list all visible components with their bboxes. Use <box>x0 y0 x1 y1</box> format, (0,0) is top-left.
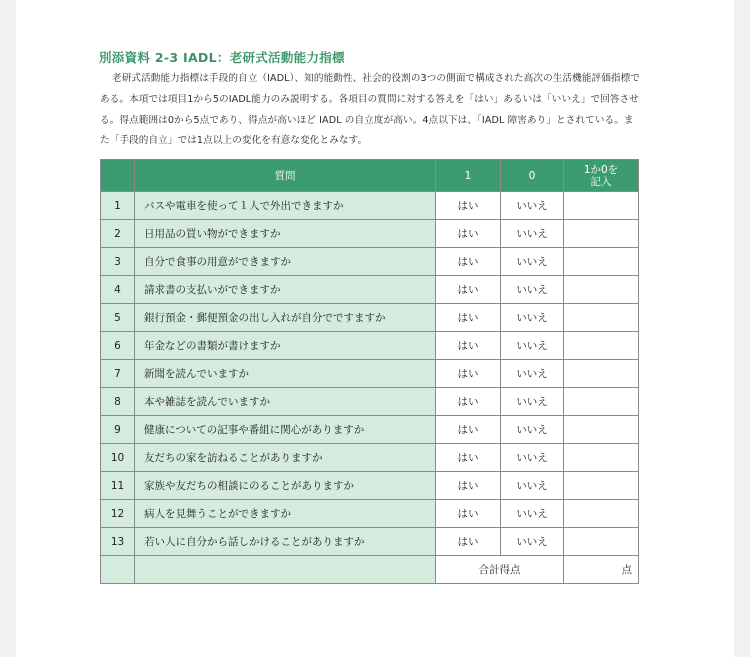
total-row <box>101 556 639 584</box>
item-question: 請求書の支払いができますか <box>135 276 436 304</box>
total-empty-question <box>135 556 436 584</box>
answer-no: いいえ <box>501 192 564 220</box>
item-question: 本や雑誌を読んでいますか <box>135 388 436 416</box>
answer-no: いいえ <box>501 276 564 304</box>
answer-no: いいえ <box>501 444 564 472</box>
header-question: 質問 <box>135 160 436 192</box>
answer-yes: はい <box>436 360 501 388</box>
answer-yes: はい <box>436 528 501 556</box>
score-entry-cell[interactable] <box>564 416 639 444</box>
score-entry-cell[interactable] <box>564 276 639 304</box>
score-entry-cell[interactable] <box>564 528 639 556</box>
item-number: 1 <box>101 192 135 220</box>
answer-no: いいえ <box>501 304 564 332</box>
score-entry-cell[interactable] <box>564 248 639 276</box>
item-number: 4 <box>101 276 135 304</box>
score-entry-cell[interactable] <box>564 192 639 220</box>
header-record <box>564 160 639 192</box>
answer-yes: はい <box>436 388 501 416</box>
item-question: 銀行預金・郵便預金の出し入れが自分でですますか <box>135 304 436 332</box>
header-one: 1 <box>436 160 501 192</box>
item-number: 5 <box>101 304 135 332</box>
item-question: 日用品の買い物ができますか <box>135 220 436 248</box>
table-row <box>101 500 639 528</box>
item-question: 自分で食事の用意ができますか <box>135 248 436 276</box>
table-row <box>101 388 639 416</box>
answer-no: いいえ <box>501 248 564 276</box>
answer-yes: はい <box>436 276 501 304</box>
answer-no: いいえ <box>501 220 564 248</box>
total-score-cell[interactable]: 点 <box>564 556 639 584</box>
table-row <box>101 472 639 500</box>
answer-yes: はい <box>436 304 501 332</box>
item-number: 8 <box>101 388 135 416</box>
table-row <box>101 220 639 248</box>
total-score-label: 合計得点 <box>436 556 564 584</box>
table-header-row <box>101 160 639 192</box>
item-number: 2 <box>101 220 135 248</box>
header-record-line1: 1か0を <box>583 163 619 176</box>
answer-yes: はい <box>436 444 501 472</box>
intro-paragraph: 老研式活動能力指標は手段的自立（IADL）、知的能動性、社会的役割の3つの側面で構成された高次の生活機能評価指標である。本項では項目1から5のIADL能力のみ説明する。各項目の質問に対する答えを「はい」あるいは「いいえ」で回答させる。得点範囲は0から5点であり、得点が高いほど IADL の自立度が高い。4点以下は、「IADL 障害あり」とされている。また「手段的自立」では1点以上の変化を有意な変化とみなす。 <box>100 73 641 147</box>
table-row <box>101 248 639 276</box>
answer-yes: はい <box>436 220 501 248</box>
item-number: 12 <box>101 500 135 528</box>
answer-no: いいえ <box>501 388 564 416</box>
table-row <box>101 192 639 220</box>
item-number: 3 <box>101 248 135 276</box>
answer-yes: はい <box>436 332 501 360</box>
score-entry-cell[interactable] <box>564 444 639 472</box>
table-row <box>101 360 639 388</box>
header-zero: 0 <box>501 160 564 192</box>
table-row <box>101 332 639 360</box>
header-number <box>101 160 135 192</box>
iadl-table <box>100 159 639 584</box>
table-row <box>101 444 639 472</box>
item-question: 家族や友だちの相談にのることがありますか <box>135 472 436 500</box>
answer-yes: はい <box>436 192 501 220</box>
item-number: 10 <box>101 444 135 472</box>
answer-yes: はい <box>436 500 501 528</box>
score-entry-cell[interactable] <box>564 388 639 416</box>
item-number: 11 <box>101 472 135 500</box>
answer-yes: はい <box>436 248 501 276</box>
answer-no: いいえ <box>501 528 564 556</box>
item-number: 7 <box>101 360 135 388</box>
score-entry-cell[interactable] <box>564 332 639 360</box>
table-row <box>101 304 639 332</box>
table-row <box>101 416 639 444</box>
item-question: 友だちの家を訪ねることがありますか <box>135 444 436 472</box>
header-record-line2: 記入 <box>590 175 612 188</box>
item-question: 年金などの書類が書けますか <box>135 332 436 360</box>
score-entry-cell[interactable] <box>564 220 639 248</box>
score-entry-cell[interactable] <box>564 304 639 332</box>
item-number: 6 <box>101 332 135 360</box>
table-row <box>101 276 639 304</box>
answer-yes: はい <box>436 416 501 444</box>
item-question: 健康についての記事や番組に関心がありますか <box>135 416 436 444</box>
item-question: バスや電車を使って１人で外出できますか <box>135 192 436 220</box>
total-empty-number <box>101 556 135 584</box>
score-entry-cell[interactable] <box>564 360 639 388</box>
answer-no: いいえ <box>501 472 564 500</box>
item-question: 若い人に自分から話しかけることがありますか <box>135 528 436 556</box>
answer-no: いいえ <box>501 500 564 528</box>
item-number: 13 <box>101 528 135 556</box>
score-entry-cell[interactable] <box>564 500 639 528</box>
section-heading: 別添資料 2-3 IADL：老研式活動能力指標 <box>99 50 345 65</box>
answer-no: いいえ <box>501 332 564 360</box>
score-entry-cell[interactable] <box>564 472 639 500</box>
answer-yes: はい <box>436 472 501 500</box>
table-row <box>101 528 639 556</box>
item-number: 9 <box>101 416 135 444</box>
item-question: 病人を見舞うことができますか <box>135 500 436 528</box>
answer-no: いいえ <box>501 360 564 388</box>
item-question: 新聞を読んでいますか <box>135 360 436 388</box>
answer-no: いいえ <box>501 416 564 444</box>
